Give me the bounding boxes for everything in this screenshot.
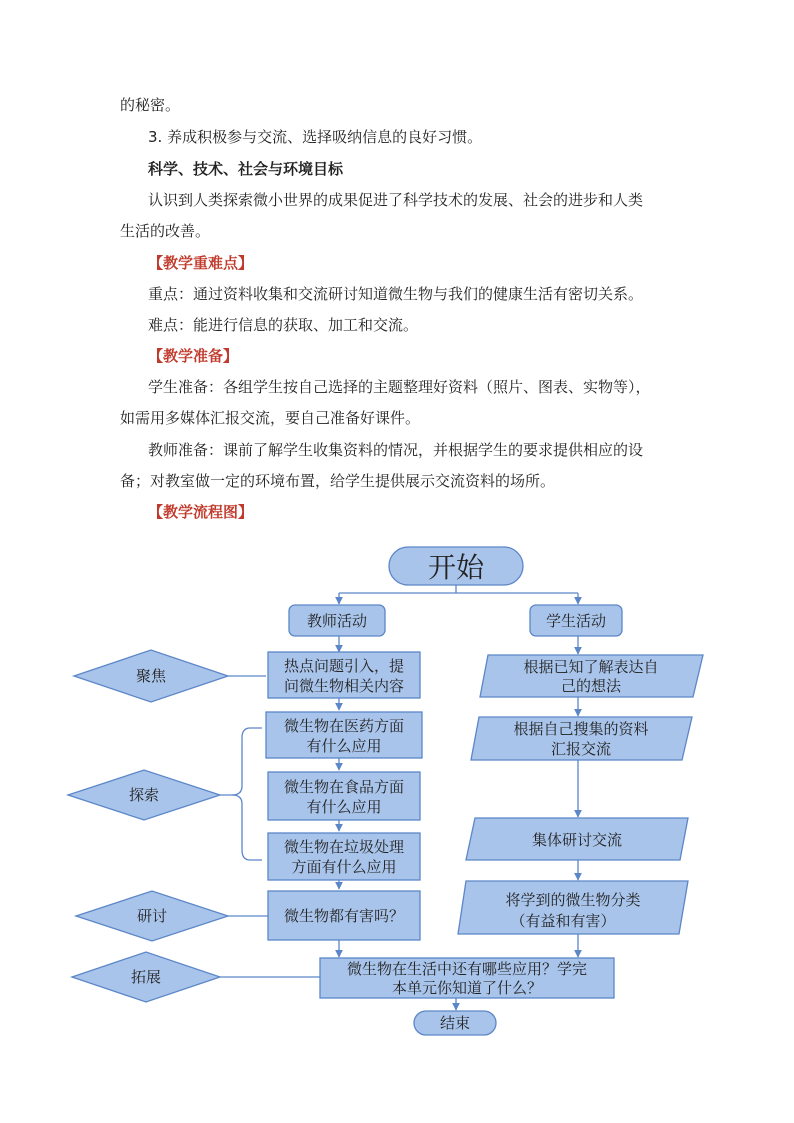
text-line-1: 的秘密。 (120, 96, 181, 114)
student-activity-label: 学生活动 (545, 612, 607, 630)
text-line-5: 生活的改善。 (120, 222, 211, 240)
start-label: 开始 (427, 551, 485, 584)
teacher-prep-line-1: 教师准备：课前了解学生收集资料的情况，并根据学生的要求提供相应的设 (148, 441, 644, 459)
teacher-step-4-line-2: 方面有什么应用 (291, 858, 397, 876)
section-heading-key-points: 【教学重难点】 (148, 254, 254, 272)
teacher-activity-label: 教师活动 (306, 612, 368, 630)
student-step-3-label: 集体研讨交流 (531, 831, 623, 849)
text-line-4: 认识到人类探索微小世界的成果促进了科学技术的发展、社会的进步和人类 (148, 191, 644, 209)
teacher-step-1-line-2: 问微生物相关内容 (283, 677, 405, 695)
discuss-label: 研讨 (136, 907, 168, 925)
teacher-step-5-label: 微生物都有害吗？ (283, 907, 405, 925)
teacher-step-2-line-2: 有什么应用 (306, 737, 382, 755)
section-heading-flowchart: 【教学流程图】 (148, 503, 254, 521)
difficulty-text: 难点：能进行信息的获取、加工和交流。 (148, 316, 419, 334)
end-label: 结束 (439, 1014, 471, 1032)
explore-label: 探索 (128, 786, 160, 804)
teacher-step-3-line-2: 有什么应用 (306, 798, 382, 816)
teacher-step-3-line-1: 微生物在食品方面 (283, 778, 405, 796)
extend-label: 拓展 (130, 968, 162, 986)
extension-step-line-2: 本单元你知道了什么？ (391, 979, 543, 997)
teaching-flowchart (0, 530, 794, 1050)
teacher-step-4-line-1: 微生物在垃圾处理 (283, 838, 405, 856)
section-heading-stse: 科学、技术、社会与环境目标 (148, 160, 344, 178)
teacher-step-1-line-1: 热点问题引入，提 (283, 657, 405, 675)
goal-item-3: 3. 养成积极参与交流、选择吸纳信息的良好习惯。 (148, 128, 483, 146)
student-step-4-line-2: （有益和有害） (510, 912, 616, 930)
student-prep-line-1: 学生准备：各组学生按自己选择的主题整理好资料（照片、图表、实物等）， (148, 378, 651, 396)
student-step-2-line-2: 汇报交流 (550, 740, 612, 758)
student-step-1-line-1: 根据已知了解表达自 (523, 658, 659, 676)
teacher-prep-line-2: 备；对教室做一定的环境布置，给学生提供展示交流资料的场所。 (120, 472, 556, 490)
teacher-step-2-line-1: 微生物在医药方面 (283, 717, 405, 735)
student-step-1-line-2: 己的想法 (560, 677, 622, 695)
section-heading-preparation: 【教学准备】 (148, 347, 239, 365)
student-step-4-line-1: 将学到的微生物分类 (505, 891, 641, 909)
student-prep-line-2: 如需用多媒体汇报交流，要自己准备好课件。 (120, 409, 421, 427)
key-point-text: 重点：通过资料收集和交流研讨知道微生物与我们的健康生活有密切关系。 (148, 285, 644, 303)
extension-step-line-1: 微生物在生活中还有哪些应用？学完 (346, 960, 588, 978)
focus-label: 聚焦 (135, 667, 167, 685)
student-step-2-line-1: 根据自己搜集的资料 (513, 720, 649, 738)
